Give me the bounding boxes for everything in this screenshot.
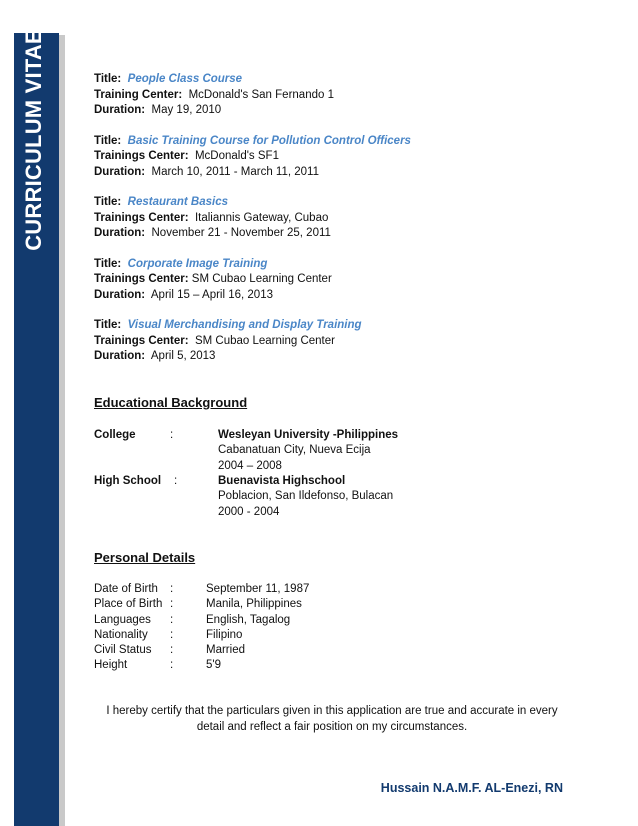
center-label: Trainings Center: [94,273,189,285]
center-label: Trainings Center: [94,334,189,347]
center-value: McDonald's San Fernando 1 [188,88,334,101]
school-location: Poblacion, San Ildefonso, Bulacan [218,490,394,503]
title-label: Title: [94,134,122,147]
duration-label: Duration: [94,165,146,178]
center-value: SM Cubao Learning Center [194,334,335,347]
course-title: Restaurant Basics [127,196,229,208]
separator-colon: : [174,475,178,487]
course-title: People Class Course [127,73,243,85]
detail-value: Manila, Philippines [206,598,302,611]
training-entry [94,72,594,119]
school-years: 2004 – 2008 [218,459,282,472]
training-entry [94,318,594,365]
training-entry [94,195,594,242]
separator-colon: : [170,429,174,441]
course-title: Corporate Image Training [127,257,268,270]
detail-value: Filipino [206,628,243,641]
school-name: Wesleyan University -Philippines [218,429,399,441]
separator-colon: : [170,598,174,611]
duration-label: Duration: [94,350,146,362]
detail-value: Married [206,644,245,657]
title-label: Title: [94,319,122,331]
training-entry [94,134,594,181]
detail-label: Height [94,659,128,672]
detail-label: Nationality [94,628,148,641]
duration-label: Duration: [94,227,146,239]
center-value: SM Cubao Learning Center [191,273,332,285]
duration-label: Duration: [94,104,146,116]
center-value: McDonald's SF1 [194,150,279,162]
duration-value: March 10, 2011 - March 11, 2011 [151,165,319,178]
duration-value: May 19, 2010 [151,104,222,116]
duration-label: Duration: [94,288,146,301]
personal-heading: Personal Details [94,550,196,565]
education-level: High School [94,475,162,487]
center-label: Trainings Center: [94,150,189,162]
trainings-section [94,72,594,380]
title-label: Title: [94,257,122,270]
separator-colon: : [170,644,174,657]
center-value: Italiannis Gateway, Cubao [194,211,329,224]
separator-colon: : [170,613,174,626]
center-label: Trainings Center: [94,211,189,224]
course-title: Basic Training Course for Pollution Control Officers [127,134,411,147]
title-label: Title: [94,73,122,85]
detail-value: English, Tagalog [206,613,291,626]
school-years: 2000 - 2004 [218,505,280,518]
detail-label: Place of Birth [94,598,163,611]
detail-label: Languages [94,613,151,626]
separator-colon: : [170,583,174,595]
education-level: College [94,429,136,441]
training-entry [94,257,594,304]
detail-value: September 11, 1987 [206,583,310,595]
school-name: Buenavista Highschool [218,475,346,487]
title-label: Title: [94,196,122,208]
separator-colon: : [170,659,174,672]
duration-value: April 15 – April 16, 2013 [150,288,273,301]
detail-label: Civil Status [94,644,152,657]
duration-value: November 21 - November 25, 2011 [151,227,331,239]
education-heading: Educational Background [94,395,248,410]
duration-value: April 5, 2013 [150,350,216,362]
signature-name: Hussain N.A.M.F. AL-Enezi, RN [380,781,563,795]
certification-statement: I hereby certify that the particulars given in this application are true and accurate in every detail and reflect a fair position on my circumstances. [106,705,558,733]
separator-colon: : [170,628,174,641]
center-label: Training Center: [94,88,183,101]
detail-value: 5'9 [206,659,221,672]
school-location: Cabanatuan City, Nueva Ecija [218,444,371,457]
detail-label: Date of Birth [94,583,158,595]
course-title: Visual Merchandising and Display Training [127,319,362,331]
sidebar-title: CURRICULUM VITAE [21,29,46,251]
